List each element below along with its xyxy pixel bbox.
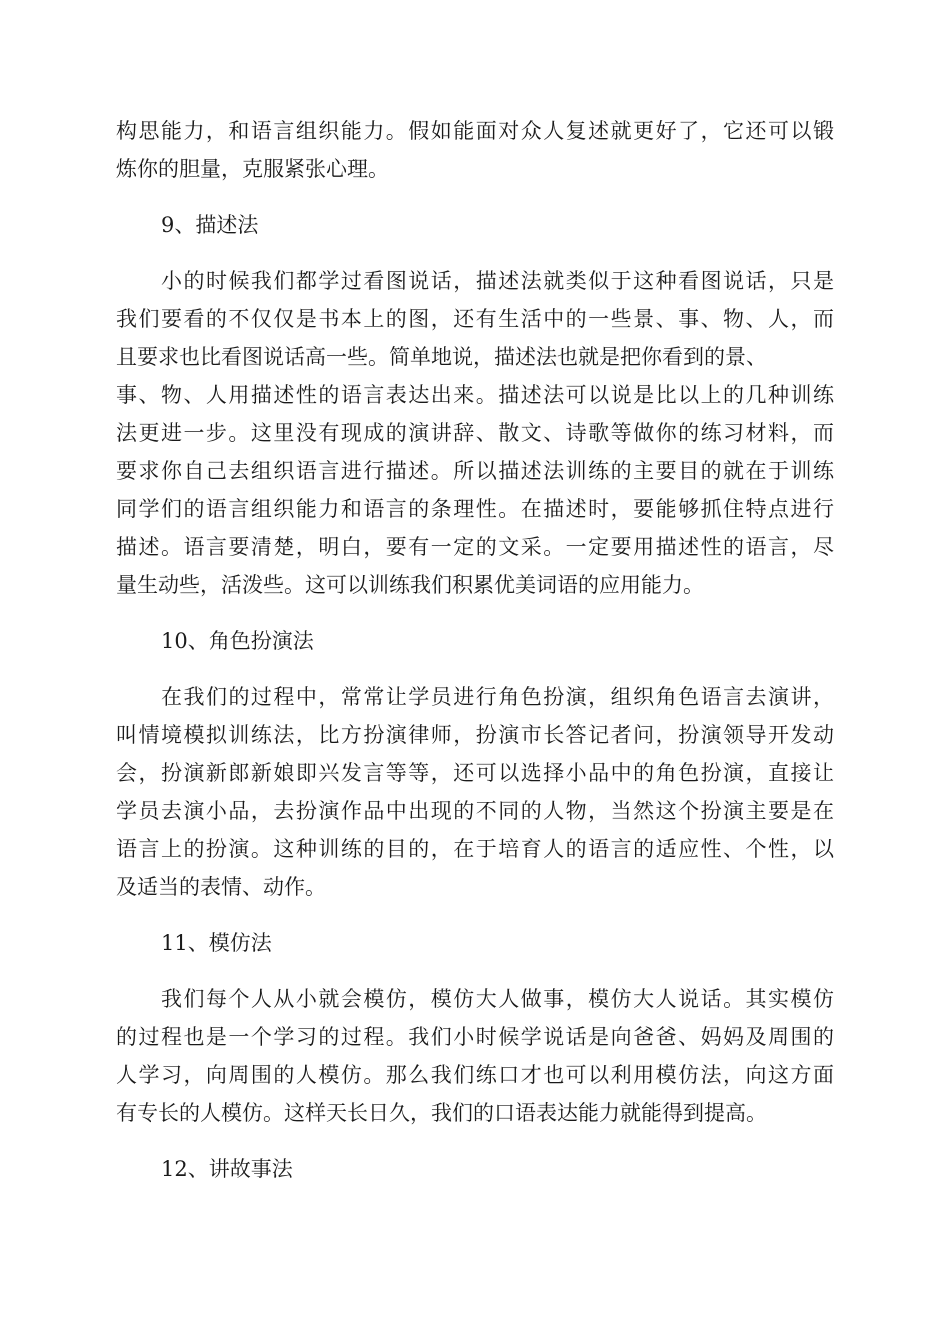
text-line: 有专长的人模仿。这样天长日久，我们的口语表达能力就能得到提高。 xyxy=(116,1101,767,1125)
text-line: 会，扮演新郎新娘即兴发言等等，还可以选择小品中的角色扮演，直接让 xyxy=(116,761,834,785)
text-line: 描述。语言要清楚，明白，要有一定的文采。一定要用描述性的语言，尽 xyxy=(116,535,834,559)
paragraph-role-play xyxy=(116,678,834,906)
text-line: 小的时候我们都学过看图说话，描述法就类似于这种看图说话，只是 xyxy=(161,269,834,293)
text-line: 学员去演小品，去扮演作品中出现的不同的人物，当然这个扮演主要是在 xyxy=(116,799,834,823)
text-line: 事、物、人用描述性的语言表达出来。描述法可以说是比以上的几种训练 xyxy=(116,383,834,407)
text-line: 的过程也是一个学习的过程。我们小时候学说话是向爸爸、妈妈及周围的 xyxy=(116,1025,834,1049)
text-line: 且要求也比看图说话高一些。简单地说，描述法也就是把你看到的景、 xyxy=(116,345,767,369)
text-line: 我们要看的不仅仅是书本上的图，还有生活中的一些景、事、物、人，而 xyxy=(116,307,834,331)
text-line: 语言上的扮演。这种训练的目的，在于培育人的语言的适应性、个性，以 xyxy=(116,837,834,861)
section-heading-describe: 9、描述法 xyxy=(161,213,259,237)
text-line: 法更进一步。这里没有现成的演讲辞、散文、诗歌等做你的练习材料，而 xyxy=(116,421,834,445)
text-line: 同学们的语言组织能力和语言的条理性。在描述时，要能够抓住特点进行 xyxy=(116,497,834,521)
text-line: 炼你的胆量，克服紧张心理。 xyxy=(116,157,389,181)
section-heading-imitation: 11、模仿法 xyxy=(161,931,272,955)
text-line: 构思能力，和语言组织能力。假如能面对众人复述就更好了，它还可以锻 xyxy=(116,119,834,143)
text-line: 量生动些，活泼些。这可以训练我们积累优美词语的应用能力。 xyxy=(116,573,704,597)
text-line: 及适当的表情、动作。 xyxy=(116,875,326,899)
section-heading-storytelling: 12、讲故事法 xyxy=(161,1157,293,1181)
text-line: 我们每个人从小就会模仿，模仿大人做事，模仿大人说话。其实模仿 xyxy=(161,987,834,1011)
text-line: 在我们的过程中，常常让学员进行角色扮演，组织角色语言去演讲， xyxy=(161,685,834,709)
text-line: 人学习，向周围的人模仿。那么我们练口才也可以利用模仿法，向这方面 xyxy=(116,1063,834,1087)
document-page xyxy=(116,112,834,1188)
paragraph-describe xyxy=(116,262,834,604)
text-line: 要求你自己去组织语言进行描述。所以描述法训练的主要目的就在于训练 xyxy=(116,459,834,483)
paragraph-imitation xyxy=(116,980,834,1132)
text-line: 叫情境模拟训练法，比方扮演律师，扮演市长答记者问，扮演领导开发动 xyxy=(116,723,834,747)
section-heading-role-play: 10、角色扮演法 xyxy=(161,629,314,653)
paragraph-continuation xyxy=(116,112,834,188)
